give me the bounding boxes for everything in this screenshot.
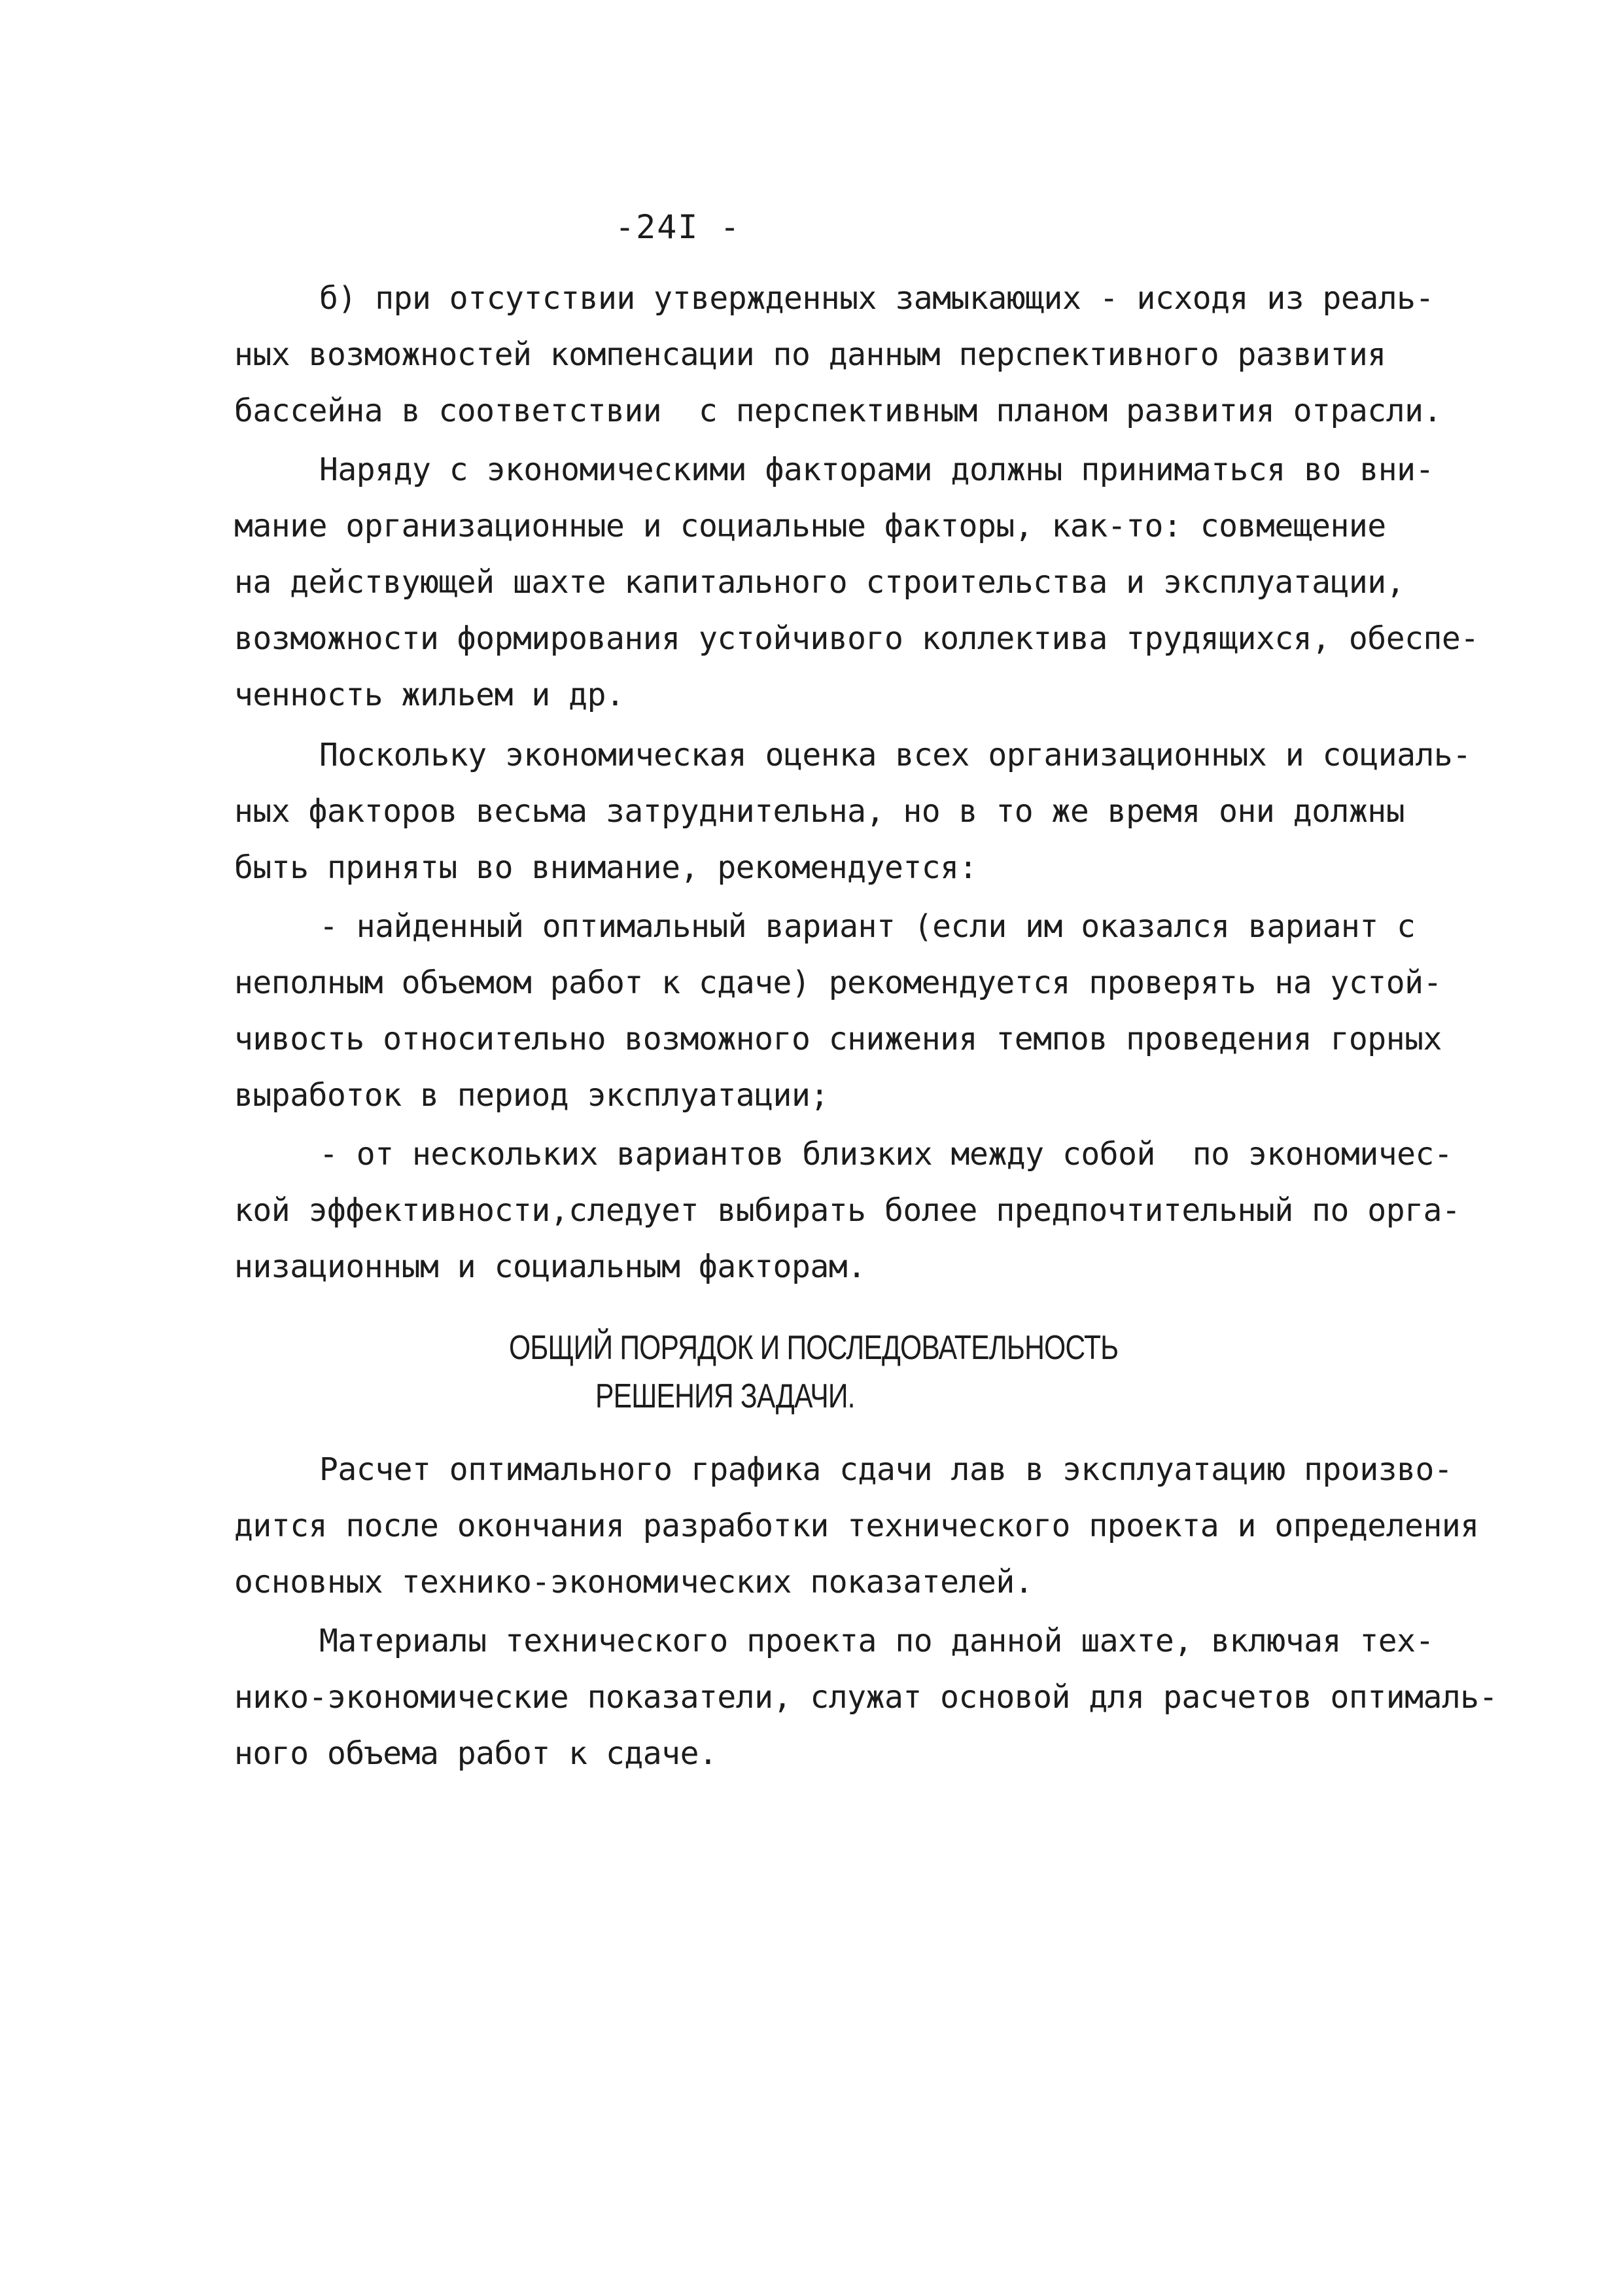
paragraph-4-line-3: чивость относительно возможного снижения темпов проведения горных xyxy=(234,1021,1442,1057)
paragraph-6-line-3: основных технико-экономических показателей. xyxy=(234,1564,1034,1600)
paragraph-5-line-1: - от нескольких вариантов близких между собой по экономичес- xyxy=(319,1136,1453,1173)
paragraph-7-line-2: нико-экономические показатели, служат основой для расчетов оптималь- xyxy=(234,1679,1498,1716)
paragraph-4-line-4: выработок в период эксплуатации; xyxy=(234,1077,829,1114)
paragraph-5-line-3: низационным и социальным факторам. xyxy=(234,1248,866,1285)
paragraph-2-line-2: мание организационные и социальные факторы, как-то: совмещение xyxy=(234,508,1386,544)
paragraph-7-line-3: ного объема работ к сдаче. xyxy=(234,1735,718,1772)
paragraph-4-line-1: - найденный оптимальный вариант (если им оказался вариант с xyxy=(319,908,1416,945)
section-heading-line-2: РЕШЕНИЯ ЗАДАЧИ. xyxy=(595,1377,855,1415)
paragraph-2-line-5: ченность жильем и др. xyxy=(234,677,625,713)
paragraph-3-line-3: быть приняты во внимание, рекомендуется: xyxy=(234,849,977,886)
paragraph-7-line-1: Материалы технического проекта по данной шахте, включая тех- xyxy=(319,1623,1434,1659)
paragraph-6-line-1: Расчет оптимального графика сдачи лав в эксплуатацию произво- xyxy=(319,1451,1453,1488)
paragraph-1-line-1: б) при отсутствии утвержденных замыкающих - исходя из реаль- xyxy=(319,280,1434,317)
paragraph-3-line-2: ных факторов весьма затруднительна, но в то же время они должны xyxy=(234,793,1405,830)
paragraph-5-line-2: кой эффективности,следует выбирать более предпочтительный по орга- xyxy=(234,1192,1461,1229)
paragraph-3-line-1: Поскольку экономическая оценка всех организационных и социаль- xyxy=(319,737,1471,773)
paragraph-1-line-3: бассейна в соответствии с перспективным планом развития отрасли. xyxy=(234,393,1442,429)
paragraph-4-line-2: неполным объемом работ к сдаче) рекомендуется проверять на устой- xyxy=(234,964,1442,1001)
paragraph-2-line-3: на действующей шахте капитального строительства и эксплуатации, xyxy=(234,564,1405,601)
paragraph-2-line-1: Наряду с экономическими факторами должны приниматься во вни- xyxy=(319,451,1434,488)
section-heading-line-1: ОБЩИЙ ПОРЯДОК И ПОСЛЕДОВАТЕЛЬНОСТЬ xyxy=(509,1329,1119,1367)
paragraph-1-line-2: ных возможностей компенсации по данным перспективного развития xyxy=(234,336,1386,373)
page-number: -24I - xyxy=(615,208,741,246)
paragraph-2-line-4: возможности формирования устойчивого коллектива трудящихся, обеспе- xyxy=(234,620,1479,657)
paragraph-6-line-2: дится после окончания разработки технического проекта и определения xyxy=(234,1508,1479,1544)
